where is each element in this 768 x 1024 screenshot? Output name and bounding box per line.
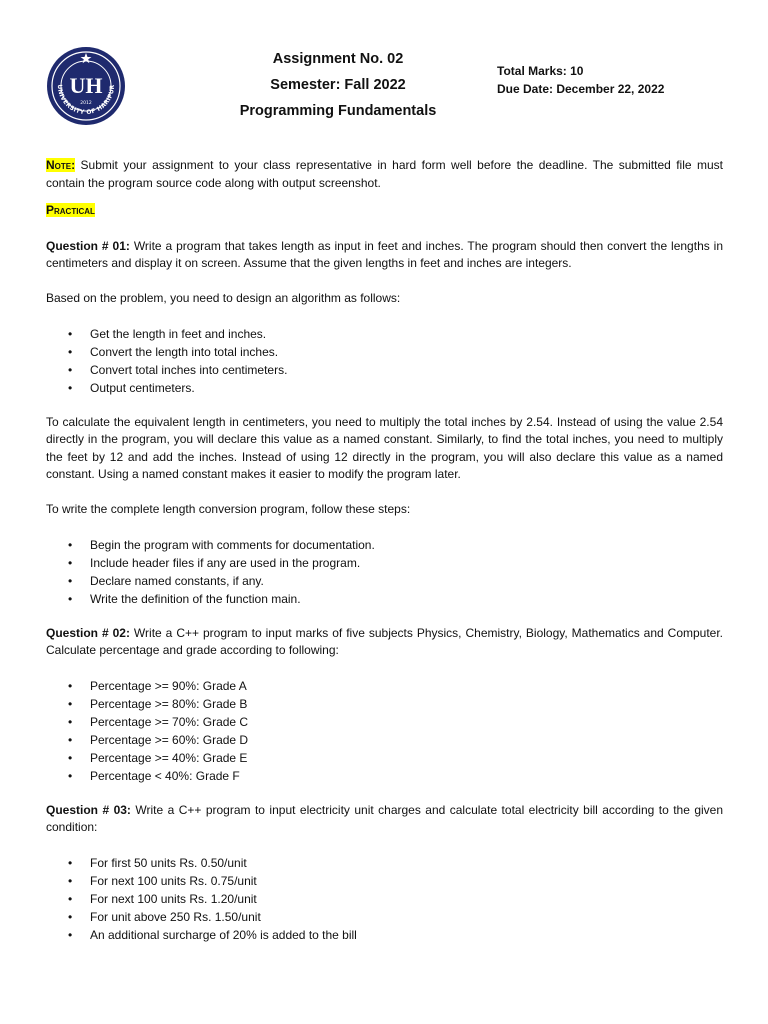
semester: Semester: Fall 2022 xyxy=(270,77,406,93)
logo-year: 2012 xyxy=(80,101,92,106)
assignment-body xyxy=(46,157,723,944)
list-item: • For unit above 250 Rs. 1.50/unit xyxy=(68,909,261,924)
explanation-paragraph: To calculate the equivalent length in centimeters, you need to multiply the total inches by 2.54. Instead of using the value 2.54 directly in the program, you will declare this value as a named constant. Similarly, to find the total inches, you need to multiply the feet by 12 and add the inches. Instead of using 12 directly in the program, you will also declare this value as a named constant. Using a named constant makes it easier to modify the program later. xyxy=(46,414,723,482)
list-item: • Percentage >= 70%: Grade C xyxy=(68,714,249,729)
question-1-label: Question # 01: xyxy=(46,238,130,253)
list-item: • Convert the length into total inches. xyxy=(68,344,279,359)
note-text: Submit your assignment to your class representative in hard form well before the deadline. The submitted file must contain the program source code along with output screenshot. xyxy=(46,158,723,190)
due-date: Due Date: December 22, 2022 xyxy=(497,82,665,96)
list-item: • For first 50 units Rs. 0.50/unit xyxy=(68,855,247,870)
marks-and-due-block xyxy=(497,62,664,98)
program-steps-list xyxy=(46,536,723,608)
note-label: Note: xyxy=(46,158,76,172)
question-1 xyxy=(46,238,723,273)
list-item: • Declare named constants, if any. xyxy=(68,573,264,588)
list-item: • Output centimeters. xyxy=(68,380,195,395)
question-3-label: Question # 03: xyxy=(46,802,131,817)
note-paragraph xyxy=(46,157,723,192)
question-3-text: Write a C++ program to input electricity unit charges and calculate total electricity bill according to the given condition: xyxy=(46,802,724,835)
list-item: • Convert total inches into centimeters. xyxy=(68,362,288,377)
practical-heading: Practical xyxy=(46,203,95,218)
algorithm-intro: Based on the problem, you need to design an algorithm as follows: xyxy=(46,290,401,305)
question-2 xyxy=(46,625,723,660)
list-item: • Percentage < 40%: Grade F xyxy=(68,768,240,783)
logo-ring-text: UNIVERSITY OF HARIPUR xyxy=(55,84,117,117)
course-name: Programming Fundamentals xyxy=(239,103,437,119)
list-item: • Percentage >= 40%: Grade E xyxy=(68,750,248,765)
list-item: • Get the length in feet and inches. xyxy=(68,326,267,341)
question-1-text: Write a program that takes length as input in feet and inches. The program should then convert the lengths in centimeters and display it on screen. Assume that the given lengths in feet and inches are integers. xyxy=(46,238,724,271)
electricity-rate-list xyxy=(46,854,723,944)
assignment-title-block xyxy=(200,46,476,124)
algorithm-steps-list xyxy=(46,325,723,397)
grade-list xyxy=(46,677,723,785)
list-item: • For next 100 units Rs. 0.75/unit xyxy=(68,873,257,888)
list-item: • An additional surcharge of 20% is added to the bill xyxy=(68,927,357,942)
list-item: • Percentage >= 90%: Grade A xyxy=(68,678,247,693)
list-item: • Write the definition of the function main. xyxy=(68,591,301,606)
list-item: • Percentage >= 60%: Grade D xyxy=(68,732,249,747)
steps-intro: To write the complete length conversion program, follow these steps: xyxy=(46,501,411,516)
question-2-label: Question # 02: xyxy=(46,625,130,640)
question-3 xyxy=(46,802,723,837)
list-item: • Include header files if any are used in the program. xyxy=(68,555,361,570)
list-item: • For next 100 units Rs. 1.20/unit xyxy=(68,891,257,906)
list-item: • Percentage >= 80%: Grade B xyxy=(68,696,248,711)
logo-monogram: UH xyxy=(69,73,103,98)
total-marks: Total Marks: 10 xyxy=(497,64,584,78)
assignment-number: Assignment No. 02 xyxy=(272,51,404,67)
list-item: • Begin the program with comments for documentation. xyxy=(68,537,375,552)
university-logo xyxy=(46,46,126,126)
question-2-text: Write a C++ program to input marks of five subjects Physics, Chemistry, Biology, Mathematics and Computer. Calculate percentage and grade according to following: xyxy=(46,625,724,658)
